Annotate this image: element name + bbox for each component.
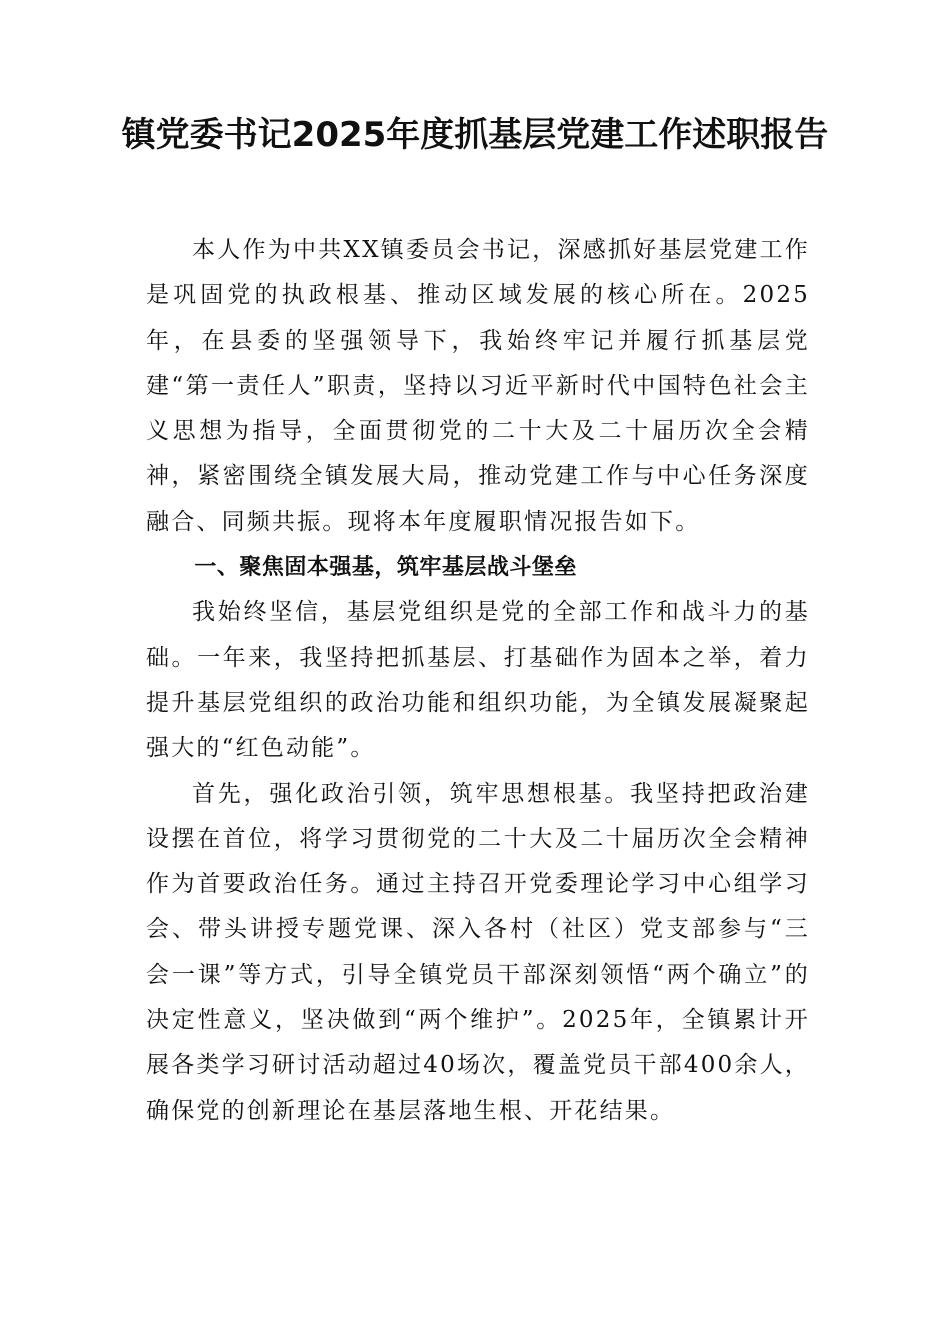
section-paragraph: 我始终坚信，基层党组织是党的全部工作和战斗力的基础。一年来，我坚持把抓基层、打基础作为固本之举，着力提升基层党组织的政治功能和组织功能，为全镇发展凝聚起强大的“红色动能”。 — [146, 599, 810, 762]
document-title: 镇党委书记2025年度抓基层党建工作述职报告 — [121, 115, 829, 155]
section-paragraph: 首先，强化政治引领，筑牢思想根基。我坚持把政治建设摆在首位，将学习贯彻党的二十大及二十届历次全会精神作为首要政治任务。通过主持召开党委理论学习中心组学习会、带头讲授专题党课、深入各村（社区）党支部参与“三会一课”等方式，引导全镇党员干部深刻领悟“两个确立”的决定性意义，坚决做到“两个维护”。2025年，全镇累计开展各类学习研讨活动超过40场次，覆盖党员干部400余人，确保党的创新理论在基层落地生根、开花结果。 — [146, 780, 810, 1124]
intro-paragraph: 本人作为中共XX镇委员会书记，深感抓好基层党建工作是巩固党的执政根基、推动区域发展的核心所在。2025年，在县委的坚强领导下，我始终牢记并履行抓基层党建“第一责任人”职责，坚持以习近平新时代中国特色社会主义思想为指导，全面贯彻党的二十大及二十届历次全会精神，紧密围绕全镇发展大局，推动党建工作与中心任务深度融合、同频共振。现将本年度履职情况报告如下。 — [146, 237, 810, 535]
document-body — [146, 228, 810, 1134]
section-heading: 一、聚焦固本强基，筑牢基层战斗堡垒 — [194, 555, 577, 581]
